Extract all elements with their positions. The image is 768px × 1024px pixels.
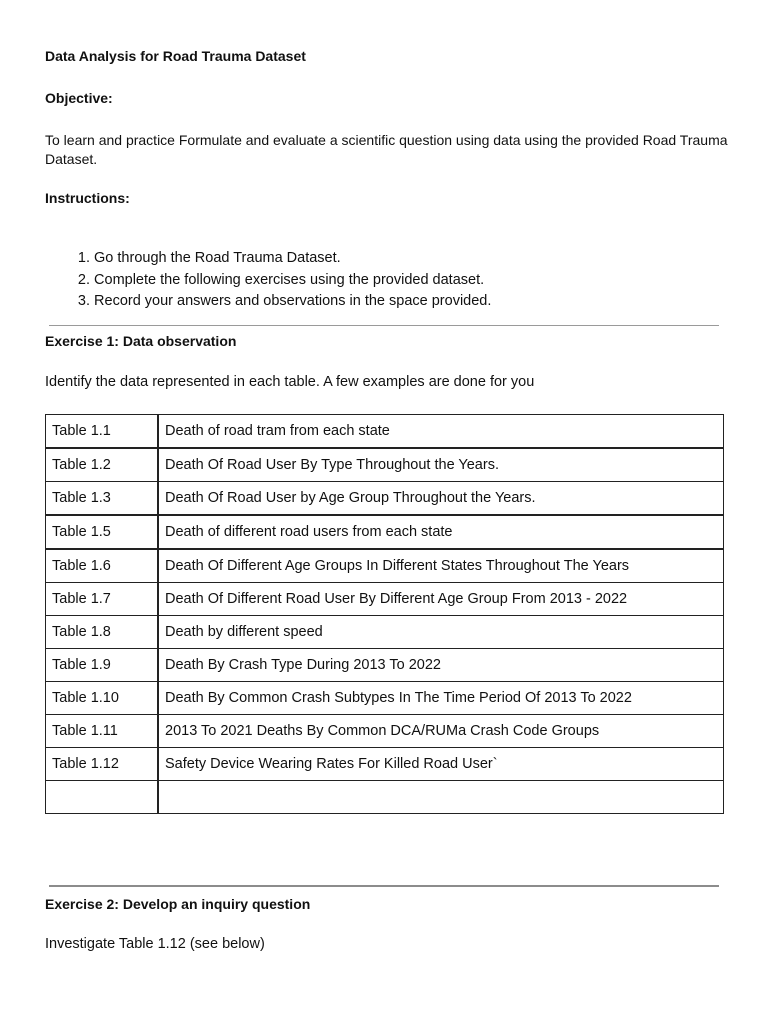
table-description-cell: Safety Device Wearing Rates For Killed Road User` <box>158 748 724 781</box>
instruction-text: Go through the Road Trauma Dataset. <box>94 250 341 266</box>
table-description-cell: Death of different road users from each state <box>158 515 724 549</box>
table-id-cell: Table 1.8 <box>46 616 159 649</box>
exercise2-heading: Exercise 2: Develop an inquiry question <box>45 896 311 912</box>
document-title: Data Analysis for Road Trauma Dataset <box>45 48 306 64</box>
table-description-cell: Death of road tram from each state <box>158 415 724 449</box>
table-description-cell: Death By Common Crash Subtypes In The Time Period Of 2013 To 2022 <box>158 682 724 715</box>
instruction-item <box>45 292 491 314</box>
exercise1-heading: Exercise 1: Data observation <box>45 333 237 349</box>
section-divider <box>49 325 719 326</box>
table-description-cell: Death Of Road User By Type Throughout the Years. <box>158 448 724 482</box>
table-description-cell: Death Of Different Road User By Different Age Group From 2013 - 2022 <box>158 583 724 616</box>
instruction-number: 1. <box>77 250 90 266</box>
exercise2-intro: Investigate Table 1.12 (see below) <box>45 936 265 952</box>
table-id-cell: Table 1.1 <box>46 415 159 449</box>
instruction-item <box>45 249 491 271</box>
table-description-cell: Death Of Road User by Age Group Throughout the Years. <box>158 482 724 516</box>
table-id-cell: Table 1.3 <box>46 482 159 516</box>
table-row <box>46 616 724 649</box>
table-id-cell: Table 1.12 <box>46 748 159 781</box>
table-row <box>46 482 724 516</box>
objective-text: To learn and practice Formulate and evaluate a scientific question using data using the provided Road Trauma Dataset. <box>45 132 728 167</box>
table-id-cell: Table 1.5 <box>46 515 159 549</box>
instruction-text: Complete the following exercises using the provided dataset. <box>94 271 485 288</box>
exercise1-intro: Identify the data represented in each table. A few examples are done for you <box>45 374 535 390</box>
instruction-text: Record your answers and observations in the space provided. <box>94 293 492 309</box>
table-descriptions <box>45 414 724 814</box>
table-id-cell: Table 1.6 <box>46 549 159 583</box>
instruction-item <box>45 271 491 293</box>
table-description-cell: 2013 To 2021 Deaths By Common DCA/RUMa Crash Code Groups <box>158 715 724 748</box>
table-id-cell[interactable] <box>46 781 159 814</box>
instruction-number: 3. <box>77 293 90 309</box>
instruction-number: 2. <box>77 271 90 288</box>
objective-heading: Objective: <box>45 90 113 106</box>
table-id-cell: Table 1.11 <box>46 715 159 748</box>
table-row <box>46 682 724 715</box>
table-description-cell: Death by different speed <box>158 616 724 649</box>
table-id-cell: Table 1.7 <box>46 583 159 616</box>
table-id-cell: Table 1.9 <box>46 649 159 682</box>
table-description-cell: Death By Crash Type During 2013 To 2022 <box>158 649 724 682</box>
table-row <box>46 583 724 616</box>
section-divider <box>49 885 719 887</box>
table-description-cell[interactable] <box>158 781 724 814</box>
table-id-cell: Table 1.10 <box>46 682 159 715</box>
table-row <box>46 715 724 748</box>
table-row <box>46 748 724 781</box>
table-row <box>46 448 724 482</box>
table-id-cell: Table 1.2 <box>46 448 159 482</box>
table-row <box>46 549 724 583</box>
table-description-cell: Death Of Different Age Groups In Different States Throughout The Years <box>158 549 724 583</box>
table-row <box>46 515 724 549</box>
table-row <box>46 781 724 814</box>
table-row <box>46 415 724 449</box>
table-row <box>46 649 724 682</box>
instructions-heading: Instructions: <box>45 190 130 206</box>
instructions-list <box>45 249 491 314</box>
